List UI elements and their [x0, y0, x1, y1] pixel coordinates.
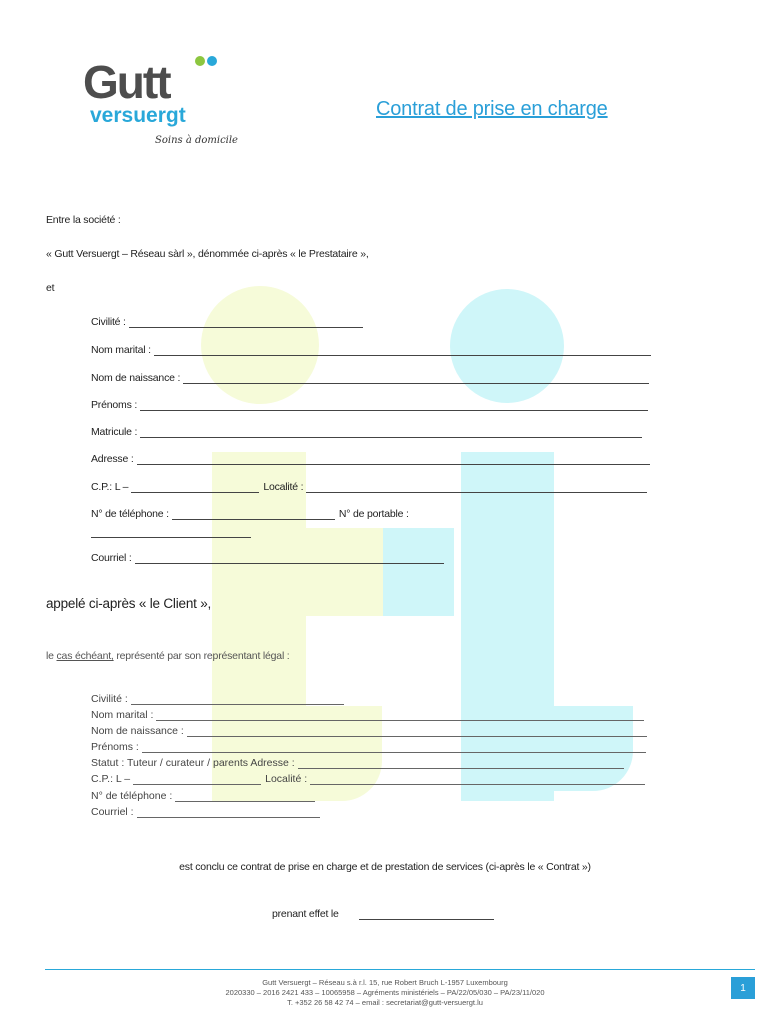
field-label: Nom marital : — [91, 709, 154, 721]
field-first-names[interactable] — [91, 399, 648, 411]
field-blank[interactable] — [135, 553, 444, 564]
effective-date-blank[interactable] — [359, 909, 494, 920]
field-label: Statut : Tuteur / curateur / parents Adresse : — [91, 757, 295, 769]
client-called: appelé ci-après « le Client », — [46, 596, 212, 611]
field-label: Civilité : — [91, 693, 128, 705]
field-address[interactable] — [91, 453, 650, 465]
rep-prefix: le — [46, 650, 54, 662]
field-label: C.P.: L – — [91, 773, 131, 785]
field-label: Civilité : — [91, 316, 126, 328]
rep-field-civility[interactable] — [91, 693, 344, 705]
intro-company: « Gutt Versuergt – Réseau sàrl », dénommée ci-après « le Prestataire », — [46, 248, 369, 260]
rep-field-first-names[interactable] — [91, 741, 646, 753]
field-label: Prénoms : — [91, 399, 138, 411]
field-label-mobile: N° de portable : — [338, 508, 409, 520]
intro-between: Entre la société : — [46, 214, 121, 226]
field-label: Courriel : — [91, 806, 134, 818]
field-label-locality: Localité : — [265, 773, 308, 785]
logo-dot-blue — [207, 56, 217, 66]
rep-field-cp-locality[interactable] — [91, 773, 645, 785]
logo-word-versuergt: versuergt — [90, 104, 186, 127]
field-blank[interactable] — [142, 742, 646, 753]
document-title: Contrat de prise en charge — [376, 98, 608, 120]
field-married-name[interactable] — [91, 344, 651, 356]
field-label: Matricule : — [91, 426, 138, 438]
page-number-badge: 1 — [731, 977, 755, 999]
watermark-t-left-bar — [212, 528, 383, 616]
rep-field-married-name[interactable] — [91, 709, 644, 721]
field-matricule[interactable] — [91, 426, 642, 438]
field-label: N° de téléphone : — [91, 790, 173, 802]
field-blank[interactable] — [175, 791, 315, 802]
field-blank[interactable] — [131, 694, 344, 705]
rep-field-status-address[interactable] — [91, 757, 624, 769]
field-blank-cp[interactable] — [133, 774, 261, 785]
rep-rest: représenté par son représentant légal : — [116, 650, 290, 662]
field-blank[interactable] — [298, 758, 624, 769]
field-blank[interactable] — [140, 400, 648, 411]
field-blank[interactable] — [183, 373, 649, 384]
field-label: Nom de naissance : — [91, 372, 181, 384]
field-blank[interactable] — [156, 710, 644, 721]
field-cp-locality[interactable] — [91, 481, 647, 493]
concluded-statement: est conclu ce contrat de prise en charge et de prestation de services (ci-après le « Contrat ») — [179, 861, 591, 873]
field-blank-mobile[interactable] — [91, 527, 251, 538]
footer-line-1: Gutt Versuergt – Réseau s.à r.l. 15, rue Robert Bruch L-1957 Luxembourg — [262, 978, 508, 987]
effective-date[interactable] — [272, 908, 494, 920]
effective-label: prenant effet le — [272, 908, 339, 920]
field-label: Courriel : — [91, 552, 132, 564]
field-birth-name[interactable] — [91, 372, 649, 384]
field-blank[interactable] — [154, 345, 651, 356]
rep-field-phone[interactable] — [91, 790, 315, 802]
watermark-t-right-stem — [383, 528, 454, 616]
field-label: C.P.: L – — [91, 481, 129, 493]
field-blank[interactable] — [137, 454, 650, 465]
logo — [83, 55, 243, 155]
field-phones[interactable] — [91, 508, 409, 520]
field-blank-phone[interactable] — [172, 509, 335, 520]
footer-line-3: T. +352 26 58 42 74 – email : secretariat@gutt-versuergt.lu — [287, 998, 483, 1007]
logo-tagline: Soins à domicile — [155, 135, 238, 146]
logo-dot-green — [195, 56, 205, 66]
field-blank[interactable] — [129, 317, 363, 328]
field-label: Nom marital : — [91, 344, 151, 356]
field-blank[interactable] — [140, 427, 642, 438]
rep-field-email[interactable] — [91, 806, 320, 818]
rep-underlined: cas échéant, — [56, 650, 114, 662]
rep-field-birth-name[interactable] — [91, 725, 647, 737]
field-blank[interactable] — [137, 807, 320, 818]
field-label-locality: Localité : — [263, 481, 304, 493]
field-blank-locality[interactable] — [310, 774, 645, 785]
field-label: Adresse : — [91, 453, 134, 465]
representative-intro — [46, 650, 290, 662]
field-blank-cp[interactable] — [131, 482, 259, 493]
field-civility[interactable] — [91, 316, 363, 328]
field-label: Prénoms : — [91, 741, 139, 753]
field-email[interactable] — [91, 552, 444, 564]
field-label: Nom de naissance : — [91, 725, 184, 737]
field-label: N° de téléphone : — [91, 508, 169, 520]
field-blank-locality[interactable] — [306, 482, 647, 493]
field-blank[interactable] — [187, 726, 647, 737]
logo-word-gutt: Gutt — [83, 56, 170, 108]
intro-and: et — [46, 282, 55, 294]
footer-rule — [45, 969, 755, 970]
footer-line-2: 2020330 – 2016 2421 433 – 10065958 – Agréments ministériels – PA/22/05/030 – PA/23/11/020 — [225, 988, 545, 997]
